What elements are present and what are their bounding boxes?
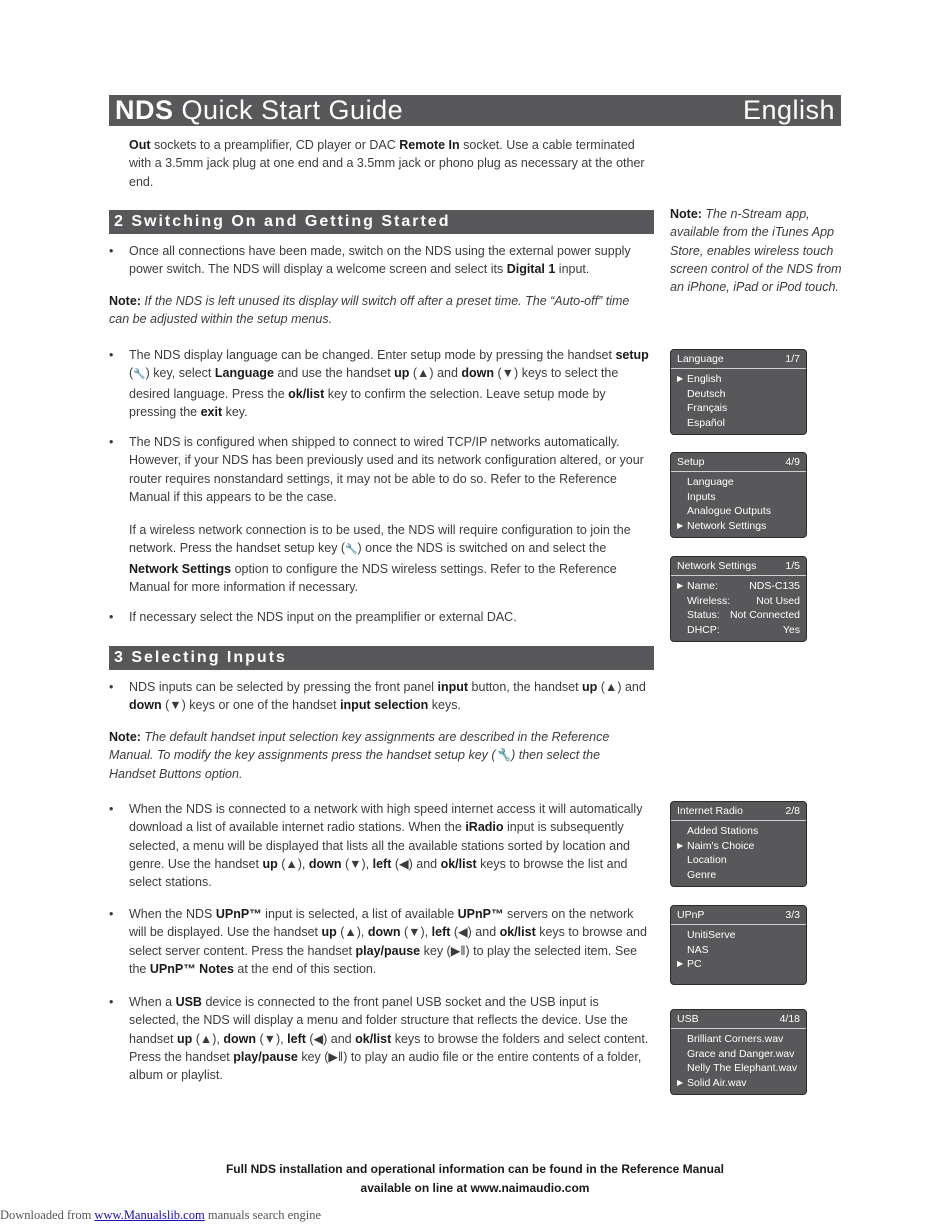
selection-marker-icon: ▶ (677, 840, 684, 850)
screen-menu-item: Brilliant Corners.wav (687, 1033, 784, 1045)
bullet: • (109, 348, 114, 362)
screen-header: UPnP 3/3 (671, 906, 806, 925)
screen-header: Language 1/7 (671, 350, 806, 369)
screen-menu-item: Grace and Danger.wav (687, 1047, 795, 1060)
input-paragraph: If necessary select the NDS input on the preamplifier or external DAC. (129, 610, 517, 624)
selection-marker-icon: ▶ (677, 581, 684, 590)
footer-text: Full NDS installation and operational information can be found in the Reference Manual available on line at www.naimaudio.com (225, 1162, 725, 1195)
screen-menu-item: ▶ Naim's Choice (677, 839, 755, 852)
screen-menu-item: ▶ English (677, 373, 722, 385)
upnp-paragraph: When the NDS UPnP™ input is selected, a list of available UPnP™ servers on the network will be displayed. Use the handset up (▲), down (▼), left (◀) and ok/list keys to browse and select server content. Press the handset play/pause key (▶‖) to play the selected item. See the UPnP™ Notes at the end of this section. (129, 907, 647, 976)
screen-menu-item: Added Stations (687, 825, 759, 837)
side-note-n-stream: Note: The n-Stream app, available from the iTunes App Store, enables wireless touch screen control of the NDS from an iPhone, iPad or iPod touch. (670, 207, 842, 295)
bullet: • (109, 610, 114, 624)
selection-marker-icon: ▶ (677, 374, 684, 383)
screen-header: Internet Radio 2/8 (671, 802, 806, 821)
screen-header: Setup 4/9 (671, 453, 806, 472)
bullet: • (109, 680, 114, 694)
wireless-paragraph: If a wireless network connection is to be used, the NDS will require configuration to join the network. Press the handset setup key (🔧) once the NDS is switched on and select the Network Settings option to configure the NDS wireless settings. Refer to the Reference Manual for more information if necessary. (129, 523, 631, 594)
page-header (109, 95, 841, 126)
screen-header: USB 4/18 (671, 1010, 806, 1029)
screen-usb (670, 1009, 807, 1095)
screen-menu-item: UnitiServe (687, 929, 736, 941)
selection-marker-icon: ▶ (677, 959, 684, 969)
screen-menu-item: ▶ Solid Air.wav (677, 1076, 747, 1089)
language-paragraph: The NDS display language can be changed. Enter setup mode by pressing the handset setup (🔧) key, select Language and use the handset up (▲) and down (▼) keys to select the desired language. Press the ok/list key to confirm the selection. Leave setup mode by pressing the exit key. (129, 348, 649, 419)
language-label: English (742, 95, 835, 125)
screen-menu-item: Genre (687, 868, 717, 881)
bullet: • (109, 907, 114, 921)
download-credit: Downloaded from www.Manualslib.com manuals search engine (0, 1208, 321, 1222)
screen-menu-item: Español (687, 416, 725, 429)
bullet: • (109, 995, 114, 1009)
screen-language (670, 349, 807, 435)
screen-menu-item: Analogue Outputs (687, 505, 772, 518)
usb-paragraph: When a USB device is connected to the front panel USB socket and the USB input is selected, the NDS will display a menu and folder structure that reflects the device. Use the handset up (▲), down (▼), left (◀) and ok/list keys to browse the folders and select content. Press the handset play/pause key (▶‖) to play an audio file or the entire contents of a folder, album or playlist. (129, 995, 649, 1083)
bullet: • (109, 435, 114, 449)
screen-menu-item: NAS (687, 943, 709, 956)
screen-setting-row: ▶ Name: NDS-C135 (677, 580, 800, 592)
screen-menu-item: Location (687, 854, 727, 867)
page-title: NDS Quick Start Guide (115, 95, 404, 125)
section-heading-switching-on: 2 Switching On and Getting Started (109, 210, 654, 234)
screen-menu-item: Nelly The Elephant.wav (687, 1062, 798, 1075)
screen-menu-item: Language (687, 476, 734, 488)
switch-on-paragraph: Once all connections have been made, switch on the NDS using the external power supply power switch. The NDS will display a welcome screen and select its Digital 1 input. (129, 244, 631, 277)
selection-marker-icon: ▶ (677, 1077, 684, 1087)
screen-header: Network Settings 1/5 (671, 557, 806, 576)
iradio-paragraph: When the NDS is connected to a network with high speed internet access it will automatically download a list of available internet radio stations. When the iRadio input is subsequently selected, a menu will be displayed that lists all the available stations sorted by location and genre. Use the handset up (▲), down (▼), left (◀) and ok/list keys to browse the list and select stations. (129, 802, 643, 890)
screen-setting-row: DHCP: Yes (687, 623, 800, 636)
bullet: • (109, 802, 114, 816)
screen-menu-item: Inputs (687, 490, 716, 503)
wrench-icon: 🔧 (345, 544, 358, 556)
screen-menu-item: ▶ Network Settings (677, 519, 767, 532)
wrench-icon: 🔧 (133, 369, 146, 381)
screen-setting-row: Status: Not Connected (687, 609, 800, 622)
screen-menu-item: Français (687, 402, 728, 415)
note-key-assignments: Note: The default handset input selection key assignments are described in the Reference Manual. To modify the key assignments press the handset setup key (🔧) then select the Handset Buttons option. (109, 730, 610, 781)
screen-upnp (670, 905, 807, 985)
bullet: • (109, 244, 114, 258)
screen-menu-item: ▶ PC (677, 958, 702, 971)
manualslib-link[interactable]: www.Manualslib.com (94, 1208, 205, 1222)
select-inputs-paragraph: NDS inputs can be selected by pressing the front panel input button, the handset up (▲) and down (▼) keys or one of the handset input selection keys. (129, 680, 646, 713)
screen-setup (670, 452, 807, 538)
screen-network-settings (670, 556, 807, 642)
intro-paragraph: Out sockets to a preamplifier, CD player or DAC Remote In socket. Use a cable terminated with a 3.5mm jack plug at one end and a 3.5mm jack or phono plug as necessary at the other end. (129, 138, 645, 189)
screen-internet-radio (670, 801, 807, 887)
section-heading-selecting-inputs: 3 Selecting Inputs (109, 646, 654, 670)
network-paragraph: The NDS is configured when shipped to connect to wired TCP/IP networks automatically. However, if your NDS has been previously used and its network configuration altered, or your router requires nonstandard settings, it may not be able to do so. Refer to the Reference Manual if this appears to be the case. (129, 435, 644, 504)
note-auto-off: Note: If the NDS is left unused its display will switch off after a preset time. The “Auto-off” time can be adjusted within the setup menus. (109, 294, 630, 327)
screen-menu-item: Deutsch (687, 387, 726, 400)
screen-setting-row: Wireless: Not Used (687, 594, 800, 607)
selection-marker-icon: ▶ (677, 520, 684, 530)
